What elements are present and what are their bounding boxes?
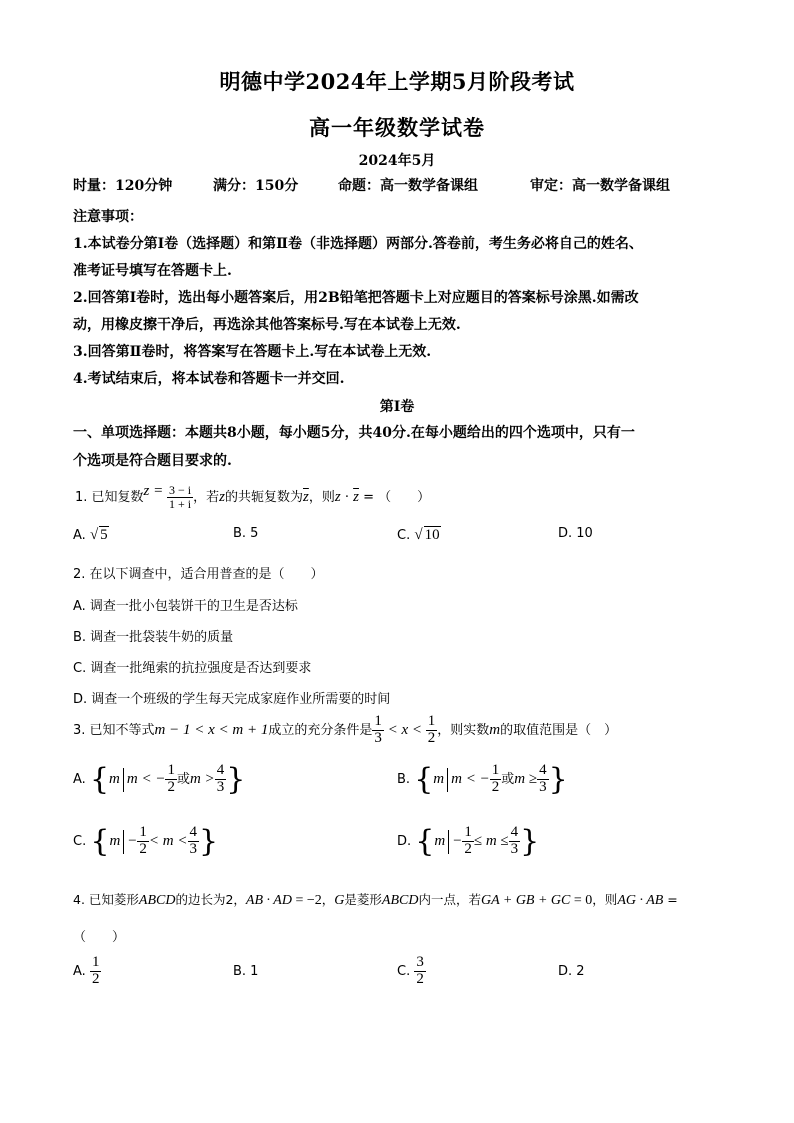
volume-heading: 第Ⅰ卷 — [379, 399, 415, 415]
left-brace: { — [414, 762, 434, 797]
q1-option-a: A. √ 5 — [73, 527, 108, 543]
exam-subtitle: 高一年级数学试卷 — [309, 115, 485, 140]
question-4-paren: （ ） — [73, 930, 126, 945]
fraction: $\frac{1}{2}$ — [464, 824, 472, 857]
note-2b: 动，用橡皮擦干净后，再选涂其他答案标号.写在本试卷上无效. — [73, 317, 461, 333]
q3-option-c: C. {m − $\frac{1}{2}$ < m < $\frac{4}{3}$ } — [73, 824, 219, 859]
sqrt-symbol: √ — [414, 527, 423, 543]
q4-option-d: D. 2 — [558, 964, 585, 979]
fraction: $\frac{1}{2}$ — [91, 954, 100, 987]
right-brace: } — [548, 762, 568, 797]
q1-option-c: C. √ 10 — [397, 527, 440, 543]
fraction: $\frac{1}{3}$ — [374, 713, 382, 746]
note-4: 4.考试结束后，将本试卷和答题卡一并交回. — [73, 371, 345, 387]
note-1a: 1.本试卷分第Ⅰ卷（选择题）和第Ⅱ卷（非选择题）两部分.答卷前，考生务必将自己的姓名、 — [73, 236, 643, 252]
fraction: $\frac{1}{2}$ — [139, 824, 147, 857]
q2-option-b: B. 调查一批袋装牛奶的质量 — [73, 630, 234, 645]
exam-author: 命题：高一数学备课组 — [338, 178, 478, 194]
question-4-stem: 4. 已知菱形ABCD的边长为2，AB · AD = −2，G是菱形ABCD内一点，若GA + GB + GC = 0，则AG · AB = — [73, 892, 678, 908]
fraction: $\frac{3}{2}$ — [416, 954, 424, 987]
q1-option-b: B. 5 — [233, 526, 259, 541]
left-brace: { — [415, 824, 435, 859]
fraction: $\frac{4}{3}$ — [539, 762, 547, 795]
q3-option-d: D. {m − $\frac{1}{2}$ ≤ m ≤ $\frac{4}{3}$ } — [397, 824, 540, 859]
fraction: $\frac{3 - i}{1 + i}$ — [169, 483, 192, 511]
fraction: $\frac{4}{3}$ — [216, 762, 225, 795]
fraction: $\frac{1}{2}$ — [427, 713, 436, 746]
part1-heading-a: 一、单项选择题：本题共8小题，每小题5分，共40分.在每小题给出的四个选项中，只有一 — [73, 425, 635, 441]
q1-option-d: D. 10 — [558, 526, 593, 541]
q2-option-d: D. 调查一个班级的学生每天完成家庭作业所需要的时间 — [73, 692, 391, 707]
q4-option-a: A. $\frac{1}{2}$ — [73, 954, 100, 987]
note-2a: 2.回答第Ⅰ卷时，选出每小题答案后，用2B铅笔把答题卡上对应题目的答案标号涂黑.如需改 — [73, 290, 639, 306]
fraction: $\frac{4}{3}$ — [510, 824, 519, 857]
q3-option-a: A. {m m < − $\frac{1}{2}$ 或m > $\frac{4}{3}$ } — [73, 762, 246, 797]
left-brace: { — [89, 762, 110, 797]
fraction: $\frac{4}{3}$ — [189, 824, 197, 857]
fraction: $\frac{1}{2}$ — [491, 762, 500, 795]
q2-option-c: C. 调查一批绳索的抗拉强度是否达到要求 — [73, 661, 312, 676]
set-bar — [447, 768, 448, 792]
fraction: $\frac{1}{2}$ — [167, 762, 175, 795]
q4-option-b: B. 1 — [233, 964, 259, 979]
set-bar — [448, 830, 449, 854]
note-1b: 准考证号填写在答题卡上. — [73, 263, 232, 279]
question-3-stem: 3. 已知不等式m − 1 < x < m + 1成立的充分条件是 $\frac{1}{3}$ < x < $\frac{1}{2}$ ，则实数m的取值范围是（ ） — [73, 713, 618, 746]
sqrt-symbol: √ — [89, 527, 99, 543]
exam-time: 时量：120分钟 — [73, 178, 173, 194]
left-brace: { — [90, 824, 110, 859]
exam-reviewer: 审定：高一数学备课组 — [530, 178, 670, 194]
right-brace: } — [226, 762, 246, 797]
q4-option-c: C. $\frac{3}{2}$ — [397, 954, 424, 987]
notes-heading: 注意事项： — [73, 209, 143, 225]
question-1-stem: 1. 已知复数z = $\frac{3 - i}{1 + i}$ ，若z的共轭复数为$\overline{z}$，则$z \cdot \overline{z}$ = （ ） — [75, 483, 431, 511]
exam-title: 明德中学2024年上学期5月阶段考试 — [219, 69, 575, 94]
note-3: 3.回答第Ⅱ卷时，将答案写在答题卡上.写在本试卷上无效. — [73, 344, 432, 360]
set-bar — [123, 830, 124, 854]
right-brace: } — [199, 824, 219, 859]
part1-heading-b: 个选项是符合题目要求的. — [73, 453, 232, 469]
exam-score: 满分：150分 — [213, 178, 299, 194]
question-2-stem: 2. 在以下调查中，适合用普查的是（ ） — [73, 567, 324, 582]
exam-date: 2024年5月 — [358, 153, 436, 169]
q3-option-b: B. {m m < − $\frac{1}{2}$ 或m ≥ $\frac{4}{3}$ } — [397, 762, 568, 797]
q2-option-a: A. 调查一批小包装饼干的卫生是否达标 — [73, 599, 298, 614]
right-brace: } — [520, 824, 540, 859]
set-bar — [123, 768, 124, 792]
